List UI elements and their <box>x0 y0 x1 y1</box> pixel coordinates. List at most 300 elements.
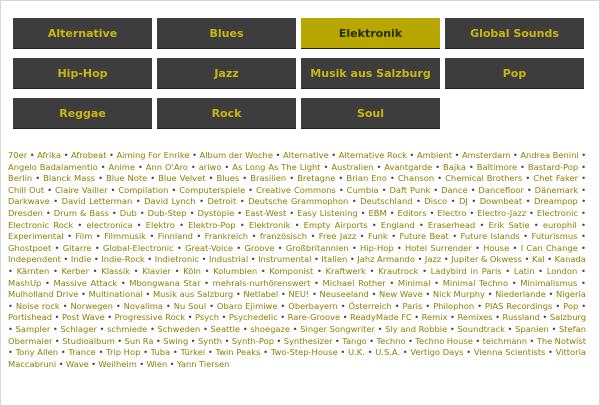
tag-link[interactable]: Hotel Surrender <box>405 242 472 253</box>
tag-separator: • <box>248 184 254 195</box>
tag-separator: • <box>435 161 441 172</box>
tag-link[interactable]: Psych <box>194 312 220 323</box>
tag-link[interactable]: Berlin <box>8 173 33 184</box>
tag-link[interactable]: Vienna Scientists <box>473 347 546 358</box>
tag-separator: • <box>316 265 322 276</box>
tag-link[interactable]: Bajka <box>443 161 466 172</box>
tag-separator: • <box>437 173 443 184</box>
tag-separator: • <box>91 358 97 369</box>
tag-separator: • <box>581 150 587 160</box>
tag-separator: • <box>62 300 68 311</box>
tag-separator: • <box>524 254 530 265</box>
tag-separator: • <box>196 231 202 242</box>
tag-link[interactable]: Dance <box>441 184 468 195</box>
tag-link[interactable]: Trip Hop <box>106 347 141 358</box>
tag-link[interactable]: Deutsche Grammophon <box>248 196 349 207</box>
tag-link[interactable]: East-West <box>245 207 287 218</box>
tag-link[interactable]: Baltimore <box>476 161 518 172</box>
tag-link[interactable]: I Can Change <box>520 242 578 253</box>
tag-link[interactable]: Wave <box>65 358 89 369</box>
tag-link[interactable]: Klavier <box>142 265 171 276</box>
tag-link[interactable]: Oberbayern <box>288 300 338 311</box>
tag-link[interactable]: Singer Songwriter <box>300 323 375 334</box>
tag-link[interactable]: Schlager <box>60 323 97 334</box>
tag-separator: • <box>313 277 319 288</box>
tag-link[interactable]: Detroit <box>207 196 237 207</box>
genre-button-blues[interactable]: Blues <box>157 18 296 49</box>
tag-separator: • <box>63 150 69 160</box>
tag-separator: • <box>377 323 383 334</box>
tag-link[interactable]: Tuba <box>150 347 171 358</box>
tag-link[interactable]: Brasilien <box>250 173 287 184</box>
tag-link[interactable]: Easy Listening <box>297 207 358 218</box>
tag-link[interactable]: Nigeria <box>556 289 586 300</box>
tag-link[interactable]: New Wave <box>379 289 423 300</box>
tag-link[interactable]: Future Islands <box>460 231 520 242</box>
tag-separator: • <box>580 231 586 242</box>
tag-separator: • <box>201 254 207 265</box>
tag-link[interactable]: Mulholland Drive <box>8 289 79 300</box>
tag-separator: • <box>235 289 241 300</box>
tag-link[interactable]: Dancefloor <box>478 184 524 195</box>
tag-link[interactable]: Philophon <box>433 300 475 311</box>
tag-link[interactable]: Hip-Hop <box>360 242 394 253</box>
tag-link[interactable]: Great-Voice <box>185 242 234 253</box>
tag-separator: • <box>58 358 64 369</box>
tag-link[interactable]: Kanada <box>554 254 586 265</box>
tag-link[interactable]: Downbeat <box>479 196 523 207</box>
tag-link[interactable]: Synth-Pop <box>231 335 274 346</box>
tag-link[interactable]: Kal <box>531 254 545 265</box>
tag-link[interactable]: Industrial <box>209 254 249 265</box>
tag-link[interactable]: Erik Satie <box>488 219 530 230</box>
tag-link[interactable]: Jahz Armando <box>357 254 415 265</box>
tag-link[interactable]: 70er <box>8 150 28 160</box>
tag-link[interactable]: Finnland <box>157 231 193 242</box>
tag-separator: • <box>547 254 553 265</box>
tag-link[interactable]: Elektronik <box>248 219 291 230</box>
tag-link[interactable]: Angelo Badalamentio <box>8 161 98 172</box>
tag-link[interactable]: U.S.A. <box>375 347 401 358</box>
tag-link[interactable]: Köln <box>183 265 201 276</box>
tag-separator: • <box>580 219 586 230</box>
tag-link[interactable]: Creative Commons <box>256 184 336 195</box>
tag-link[interactable]: Sly and Robbie <box>385 323 448 334</box>
tag-link[interactable]: Blue Velvet <box>158 173 206 184</box>
tag-link[interactable]: Cumbia <box>346 184 379 195</box>
tag-link[interactable]: Noise rock <box>15 300 60 311</box>
tag-separator: • <box>204 277 210 288</box>
tag-link[interactable]: England <box>380 219 415 230</box>
tag-link[interactable]: Two-Step-House <box>270 347 338 358</box>
tag-separator: • <box>551 323 557 334</box>
genre-button-jazz[interactable]: Jazz <box>157 58 296 89</box>
tag-link[interactable]: David Lynch <box>144 196 196 207</box>
tag-link[interactable]: Frankreich <box>204 231 249 242</box>
tag-link[interactable]: Niederlande <box>495 289 546 300</box>
tag-link[interactable]: Studioalbum <box>62 335 115 346</box>
tag-link[interactable]: Remix <box>421 312 448 323</box>
tag-link[interactable]: Dänemark <box>534 184 579 195</box>
tag-link[interactable]: Tony Allen <box>15 347 59 358</box>
tag-separator: • <box>581 300 587 311</box>
tag-link[interactable]: schmiede <box>107 323 148 334</box>
tag-link[interactable]: französisch <box>259 231 308 242</box>
tag-separator: • <box>192 150 197 160</box>
tag-link[interactable]: Weilheim <box>98 358 137 369</box>
tag-link[interactable]: Indie-Rock <box>101 254 145 265</box>
tag-link[interactable]: Free Jazz <box>318 231 357 242</box>
tag-link[interactable]: shoegaze <box>250 323 291 334</box>
tag-link[interactable]: Norwegen <box>70 300 113 311</box>
tag-separator: • <box>8 300 13 311</box>
tag-link[interactable]: Elektro <box>145 219 175 230</box>
tag-separator: • <box>580 265 586 276</box>
tag-link[interactable]: U.K. <box>348 347 365 358</box>
tag-link[interactable]: As Long As The Light <box>232 161 321 172</box>
tag-link[interactable]: teichmann <box>482 335 528 346</box>
tag-link[interactable]: Paris <box>402 300 423 311</box>
tag-separator: • <box>468 161 474 172</box>
tag-separator: • <box>155 335 161 346</box>
tag-separator: • <box>340 300 346 311</box>
tag-link[interactable]: Drum & Bass <box>53 207 109 218</box>
tag-separator: • <box>289 207 295 218</box>
tag-link[interactable]: Minimal Techno <box>442 277 509 288</box>
tag-link[interactable]: Stefan Obermaier <box>8 323 587 346</box>
tag-link[interactable]: Indie <box>70 254 92 265</box>
tag-link[interactable]: Neuseeland <box>319 289 369 300</box>
tag-link[interactable]: Jazz <box>424 254 442 265</box>
genre-button-musik-aus-salzburg[interactable]: Musik aus Salzburg <box>301 58 440 89</box>
tag-separator: • <box>450 312 455 323</box>
tag-separator: • <box>250 254 256 265</box>
tag-link[interactable]: Alternative <box>282 150 329 160</box>
tag-separator: • <box>60 347 66 358</box>
tag-separator: • <box>98 347 104 358</box>
tag-link[interactable]: Sampler <box>15 323 51 334</box>
tag-link[interactable]: Novalima <box>123 300 163 311</box>
tag-separator: • <box>381 184 387 195</box>
tag-separator: • <box>176 242 182 253</box>
tag-separator: • <box>334 335 340 346</box>
tag-separator: • <box>525 196 531 207</box>
tag-link[interactable]: ariwo <box>198 161 222 172</box>
tag-link[interactable]: Krautrock <box>378 265 419 276</box>
tag-link[interactable]: Musik aus Salzburg <box>152 289 234 300</box>
tag-link[interactable]: Gitarre <box>62 242 92 253</box>
tag-separator: • <box>179 219 184 230</box>
tag-link[interactable]: PIAS Recordings <box>484 300 553 311</box>
tag-separator: • <box>207 347 213 358</box>
tag-link[interactable]: Funk <box>368 231 388 242</box>
tag-link[interactable]: The Notwist <box>536 335 586 346</box>
tag-separator: • <box>429 207 435 218</box>
tag-link[interactable]: Indietronic <box>154 254 200 265</box>
tag-separator: • <box>581 173 587 184</box>
tag-separator: • <box>54 312 60 323</box>
tag-link[interactable]: Anime <box>108 161 136 172</box>
tag-link[interactable]: Australien <box>331 161 374 172</box>
tag-link[interactable]: Eraserhead <box>427 219 476 230</box>
tag-separator: • <box>109 150 114 160</box>
tag-separator: • <box>280 300 286 311</box>
tag-link[interactable]: Swing <box>163 335 189 346</box>
tag-separator: • <box>143 347 148 358</box>
tag-link[interactable]: Empty Airports <box>303 219 368 230</box>
tag-link[interactable]: Blanck Mass <box>43 173 96 184</box>
tag-link[interactable]: Multinational <box>88 289 143 300</box>
tag-link[interactable]: Daft Punk <box>389 184 431 195</box>
tag-link[interactable]: Album der Woche <box>199 150 273 160</box>
tag-link[interactable]: Seattle <box>210 323 241 334</box>
tag-link[interactable]: Türkei <box>180 347 206 358</box>
tag-link[interactable]: Wien <box>146 358 168 369</box>
tag-separator: • <box>263 347 269 358</box>
tag-separator: • <box>422 265 427 276</box>
tag-separator: • <box>98 173 103 184</box>
tag-link[interactable]: Ghostpoet <box>8 242 52 253</box>
tag-separator: • <box>555 300 561 311</box>
tag-link[interactable]: Deutschland <box>360 196 413 207</box>
tag-link[interactable]: NEU! <box>288 289 310 300</box>
tag-link[interactable]: Bastard-Pop <box>527 161 579 172</box>
tag-link[interactable]: europhil <box>542 219 577 230</box>
tag-separator: • <box>434 277 440 288</box>
tag-separator: • <box>239 196 245 207</box>
tag-separator: • <box>224 335 230 346</box>
tag-link[interactable]: Dresden <box>8 207 43 218</box>
tag-link[interactable]: Yann Tiersen <box>176 358 230 369</box>
tag-link[interactable]: Blue Note <box>106 173 148 184</box>
tag-separator: • <box>471 196 477 207</box>
tag-separator: • <box>107 312 113 323</box>
tag-link[interactable]: Tango <box>342 335 367 346</box>
genre-button-alternative[interactable]: Alternative <box>13 18 152 49</box>
tag-link[interactable]: Computerspiele <box>179 184 246 195</box>
tag-separator: • <box>526 184 532 195</box>
tag-link[interactable]: Obaro Ejimiwe <box>216 300 278 311</box>
tag-separator: • <box>425 289 431 300</box>
tag-link[interactable]: Elektro-Pop <box>188 219 236 230</box>
tag-separator: • <box>187 312 193 323</box>
tag-separator: • <box>454 150 460 160</box>
tag-link[interactable]: Kerber <box>61 265 89 276</box>
tag-separator: • <box>260 265 266 276</box>
tag-link[interactable]: MashUp <box>8 277 42 288</box>
tag-link[interactable]: Russland <box>502 312 540 323</box>
tag-link[interactable]: Kärnten <box>16 265 50 276</box>
tag-separator: • <box>190 335 196 346</box>
tag-separator: • <box>208 173 214 184</box>
tag-link[interactable]: Rare-Groove <box>287 312 341 323</box>
tag-link[interactable]: EBM <box>368 207 387 218</box>
tag-link[interactable]: Electro <box>437 207 467 218</box>
tag-link[interactable]: Minimalismus <box>520 277 578 288</box>
tag-link[interactable]: Compilation <box>118 184 169 195</box>
tag-link[interactable]: London <box>546 265 578 276</box>
tag-link[interactable]: DJ <box>458 196 468 207</box>
tag-link[interactable]: Ambient <box>416 150 453 160</box>
tag-link[interactable]: Latin <box>513 265 535 276</box>
tag-separator: • <box>236 242 242 253</box>
tag-link[interactable]: House <box>483 242 510 253</box>
tag-separator: • <box>136 219 142 230</box>
tag-link[interactable]: Twin Peaks <box>215 347 261 358</box>
tag-link[interactable]: Electronic Rock <box>8 219 74 230</box>
tag-separator: • <box>52 323 58 334</box>
tag-link[interactable]: Remixes <box>457 312 493 323</box>
tag-link[interactable]: electronica <box>86 219 133 230</box>
tag-link[interactable]: Michael Rother <box>322 277 386 288</box>
tag-link[interactable]: Großbritannien <box>285 242 349 253</box>
genre-button-pop[interactable]: Pop <box>445 58 584 89</box>
tag-link[interactable]: Editors <box>397 207 427 218</box>
tag-separator: • <box>351 242 357 253</box>
tag-link[interactable]: ReadyMade FC <box>349 312 412 323</box>
tag-separator: • <box>294 219 300 230</box>
genre-button-soul[interactable]: Soul <box>301 98 440 129</box>
tag-link[interactable]: Techno <box>376 335 406 346</box>
tag-separator: • <box>376 161 382 172</box>
tag-link[interactable]: Groove <box>244 242 275 253</box>
tag-link[interactable]: Synthesizer <box>283 335 333 346</box>
tag-separator: • <box>466 347 472 358</box>
tag-link[interactable]: Alternative Rock <box>338 150 407 160</box>
tag-link[interactable]: Vittoria Maccabruni <box>8 347 587 369</box>
tag-link[interactable]: Österreich <box>348 300 392 311</box>
tag-link[interactable]: Experimental <box>8 231 64 242</box>
tag-link[interactable]: Synth <box>197 335 223 346</box>
tag-separator: • <box>224 161 230 172</box>
tag-link[interactable]: Avantgarde <box>384 161 433 172</box>
tag-link[interactable]: Trance <box>68 347 96 358</box>
tag-separator: • <box>289 173 295 184</box>
tag-separator: • <box>323 161 329 172</box>
tag-link[interactable]: Portishead <box>8 312 53 323</box>
tag-separator: • <box>221 312 227 323</box>
tag-link[interactable]: Mbongwana Star <box>129 277 201 288</box>
genre-button-reggae[interactable]: Reggae <box>13 98 152 129</box>
tag-link[interactable]: Global-Electronic <box>102 242 174 253</box>
tag-link[interactable]: Electro-Jazz <box>477 207 527 218</box>
tag-separator: • <box>425 300 431 311</box>
tag-link[interactable]: Post Wave <box>61 312 105 323</box>
tag-link[interactable]: Chet Faker <box>533 173 579 184</box>
tag-link[interactable]: Chill Out <box>8 184 45 195</box>
tag-separator: • <box>135 196 141 207</box>
tag-separator: • <box>147 254 153 265</box>
tag-link[interactable]: Jupiter & Okwess <box>451 254 522 265</box>
tag-link[interactable]: Kraftwerk <box>325 265 366 276</box>
tag-link[interactable]: Darkwave <box>8 196 50 207</box>
tag-link[interactable]: Minimal <box>397 277 431 288</box>
genre-button-elektronik[interactable]: Elektronik <box>301 18 440 49</box>
tag-link[interactable]: Andrea Benini <box>520 150 579 160</box>
tag-link[interactable]: Nick Murphy <box>432 289 485 300</box>
tag-separator: • <box>523 231 529 242</box>
tag-separator: • <box>349 254 355 265</box>
tag-link[interactable]: Filmmusik <box>104 231 147 242</box>
tag-separator: • <box>367 347 373 358</box>
tag-link[interactable]: Ladybird in Paris <box>430 265 502 276</box>
tag-link[interactable]: Salzburg <box>549 312 587 323</box>
tag-link[interactable]: Sun Ra <box>124 335 154 346</box>
tag-link[interactable]: Independent <box>8 254 61 265</box>
tag-link[interactable]: Blues <box>216 173 240 184</box>
tag-link[interactable]: Pop <box>563 300 579 311</box>
tag-separator: • <box>415 196 421 207</box>
genre-button-hip-hop[interactable]: Hip-Hop <box>13 58 152 89</box>
tag-link[interactable]: Netlabel <box>243 289 279 300</box>
tag-link[interactable]: Claire Vailler <box>54 184 108 195</box>
tag-link[interactable]: David Letterman <box>61 196 133 207</box>
tag-link[interactable]: Afrika <box>37 150 62 160</box>
tag-link[interactable]: Nu Soul <box>173 300 207 311</box>
tag-link[interactable]: Dub <box>119 207 137 218</box>
tag-link[interactable]: Vertigo Days <box>410 347 464 358</box>
tag-link[interactable]: Massive Attack <box>53 277 118 288</box>
tag-link[interactable]: Italien <box>321 254 348 265</box>
tag-separator: • <box>313 254 319 265</box>
tag-separator: • <box>475 335 481 346</box>
tag-link[interactable]: Disco <box>424 196 448 207</box>
tag-link[interactable]: Techno House <box>415 335 473 346</box>
tag-link[interactable]: Dreampop <box>534 196 578 207</box>
tag-link[interactable]: Spanien <box>515 323 549 334</box>
tag-separator: • <box>94 242 100 253</box>
tag-link[interactable]: Ann O'Aro <box>145 161 188 172</box>
tag-link[interactable]: mehrals-nurhörenswert <box>212 277 311 288</box>
tag-link[interactable]: Klassik <box>101 265 130 276</box>
tag-separator: • <box>169 358 175 369</box>
tag-separator: • <box>8 323 13 334</box>
tag-link[interactable]: Bretagne <box>297 173 336 184</box>
tag-link[interactable]: Chanson <box>397 173 435 184</box>
tag-link[interactable]: Aiming For Enrike <box>116 150 190 160</box>
genre-button-rock[interactable]: Rock <box>157 98 296 129</box>
tag-separator: • <box>433 184 439 195</box>
genre-button-global-sounds[interactable]: Global Sounds <box>445 18 584 49</box>
tag-separator: • <box>342 312 348 323</box>
tag-link[interactable]: Afrobeat <box>71 150 107 160</box>
tag-separator: • <box>369 265 375 276</box>
tag-separator: • <box>100 161 106 172</box>
tag-separator: • <box>371 219 377 230</box>
tag-separator: • <box>92 265 98 276</box>
tag-link[interactable]: Komponist <box>269 265 314 276</box>
tag-link[interactable]: Electronic <box>536 207 579 218</box>
tag-separator: • <box>292 323 298 334</box>
tag-link[interactable]: Brian Eno <box>346 173 387 184</box>
tag-link[interactable]: Instrumental <box>258 254 312 265</box>
tag-link[interactable]: Dystopie <box>197 207 235 218</box>
tag-separator: • <box>52 265 58 276</box>
tag-link[interactable]: Progressive Rock <box>114 312 186 323</box>
tag-link[interactable]: Kolumbien <box>213 265 258 276</box>
tag-link[interactable]: Chemical Brothers <box>445 173 523 184</box>
tag-link[interactable]: Schweden <box>157 323 201 334</box>
tag-separator: • <box>407 335 413 346</box>
tag-link[interactable]: Psychedelic <box>228 312 278 323</box>
tag-link[interactable]: Dub-Step <box>147 207 187 218</box>
tag-link[interactable]: Future Beat <box>399 231 449 242</box>
tag-link[interactable]: Futurismus <box>531 231 578 242</box>
tag-link[interactable]: Amsterdam <box>461 150 511 160</box>
tag-link[interactable]: Film <box>75 231 93 242</box>
tag-separator: • <box>512 242 518 253</box>
tag-link[interactable]: Soundtrack <box>457 323 505 334</box>
